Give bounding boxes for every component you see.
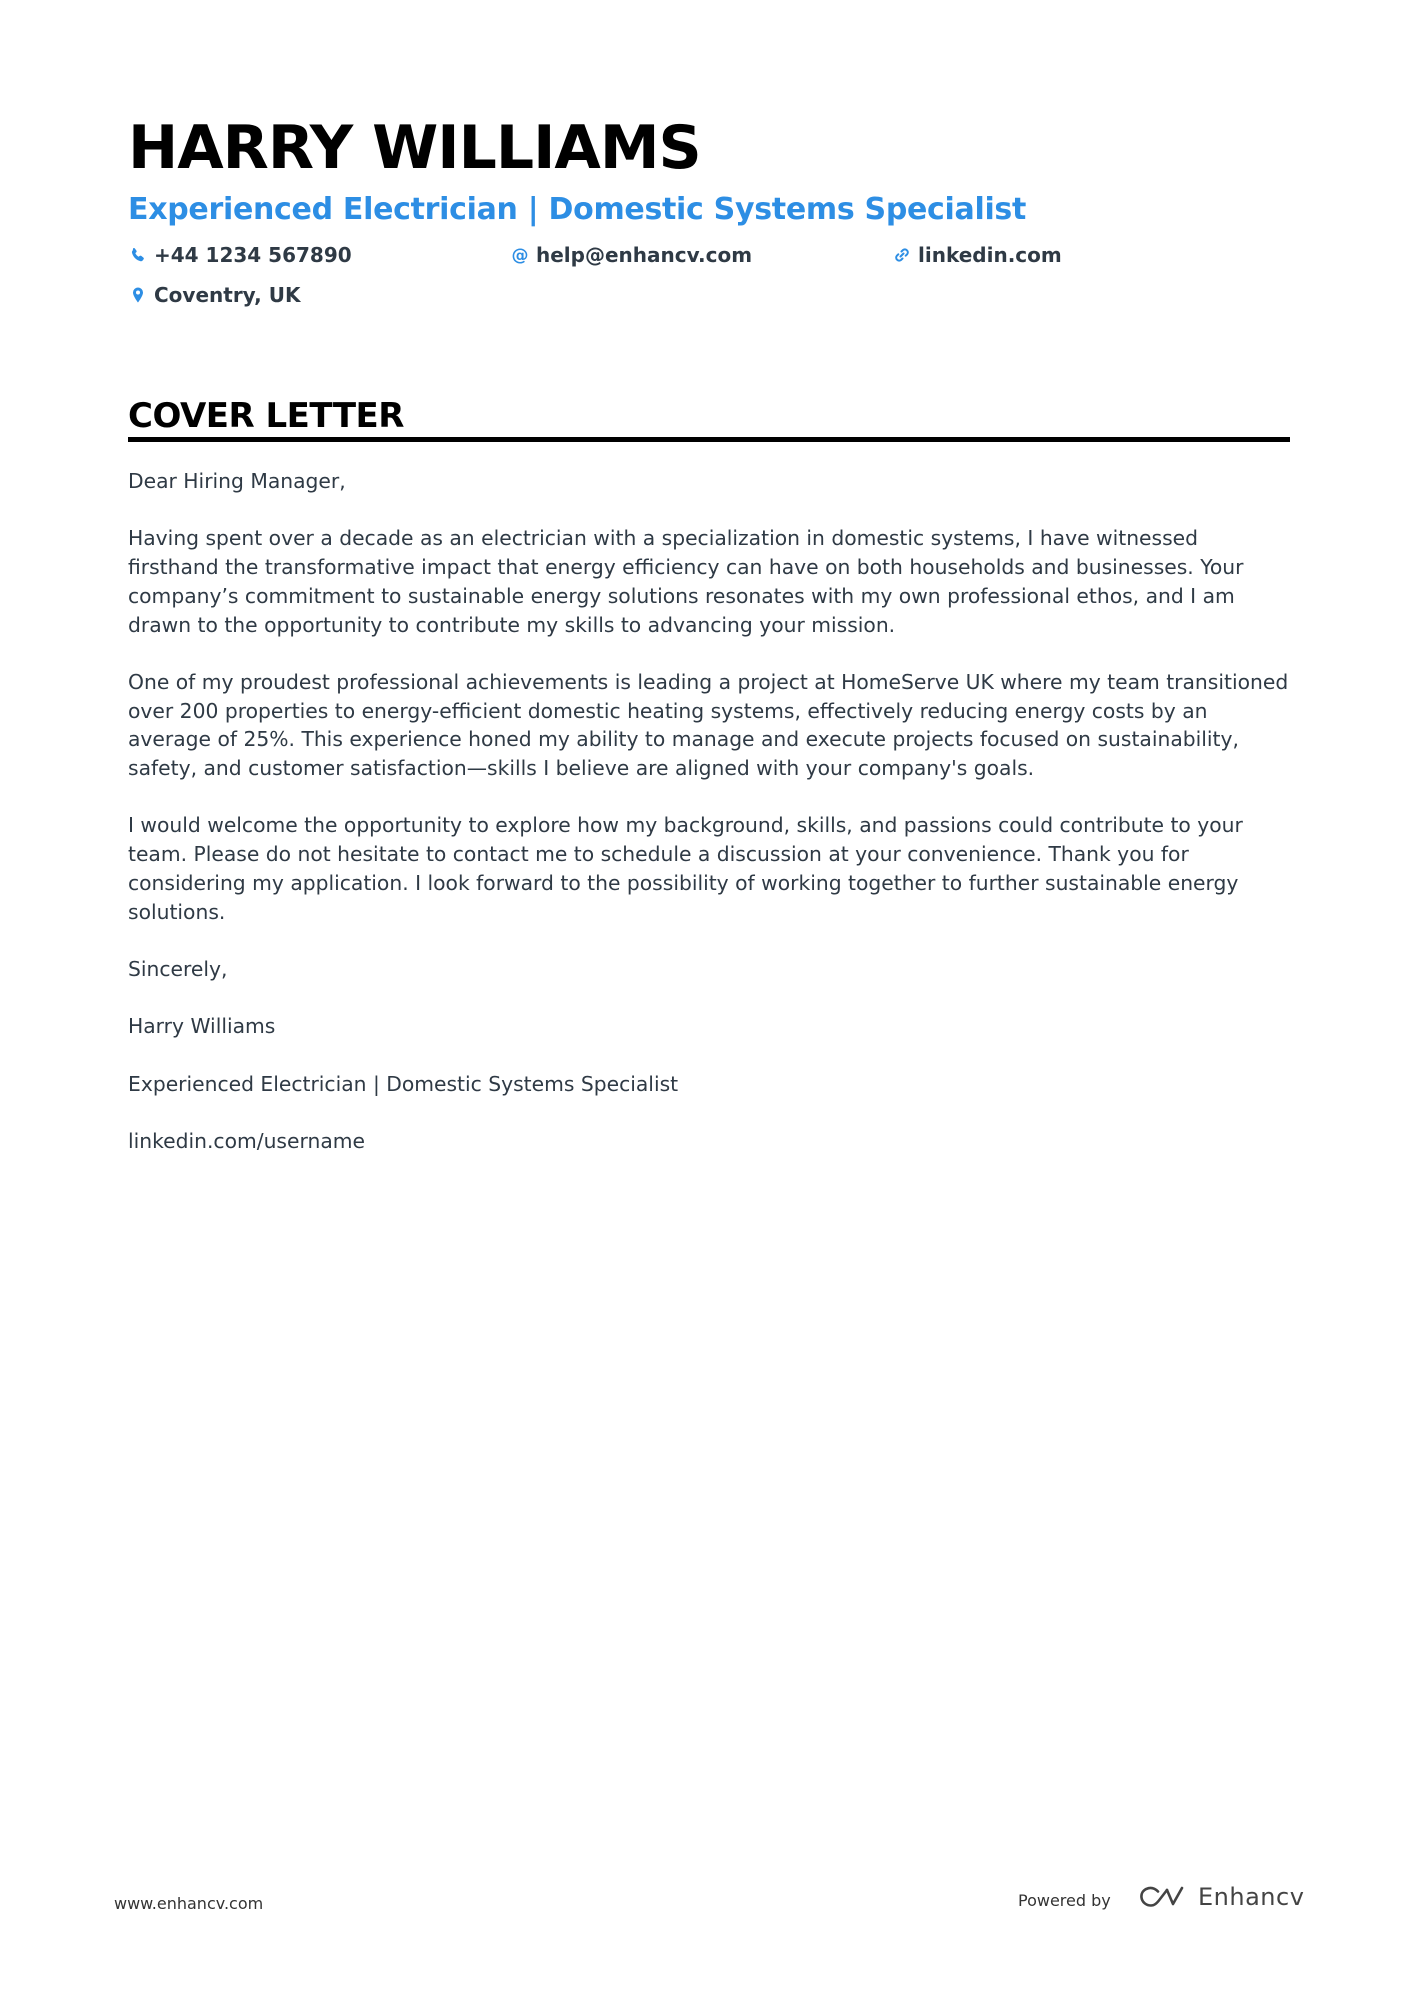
contact-phone [128, 241, 352, 269]
letter-paragraph: Having spent over a decade as an electrician with a specialization in domestic systems, I have witnessed firsthand the transformative impact that energy efficiency can have on both households and businesses. Your company’s commitment to sustainable energy solutions resonates with my own professional ethos, and I am drawn to the opportunity to contribute my skills to advancing your mission. [128, 526, 1244, 637]
section-divider [128, 437, 1290, 442]
signature-title: Experienced Electrician | Domestic Systems Specialist [128, 1071, 679, 1096]
svg-text:@: @ [511, 245, 529, 265]
powered-by-label: Powered by [1018, 1891, 1111, 1910]
link-text[interactable]: linkedin.com [918, 243, 1062, 267]
signature-link[interactable]: linkedin.com/username [128, 1129, 365, 1154]
email-text[interactable]: help@enhancv.com [536, 243, 753, 267]
at-icon [510, 245, 530, 265]
enhancv-logo-text: Enhancv [1198, 1883, 1305, 1911]
candidate-headline: Experienced Electrician | Domestic Systems Specialist [128, 192, 1027, 227]
phone-text: +44 1234 567890 [154, 243, 352, 267]
enhancv-logo-icon [1138, 1883, 1186, 1911]
phone-icon [128, 245, 148, 265]
letter-paragraph: One of my proudest professional achievements is leading a project at HomeServe UK where my team transitioned over 200 properties to energy-efficient domestic heating systems, effectively reducing energy costs by an average of 25%. This experience honed my ability to manage and execute projects focused on sustainability, safety, and customer satisfaction—skills I believe are aligned with your company's goals. [128, 669, 1289, 780]
letter-paragraph: I would welcome the opportunity to explore how my background, skills, and passions could contribute to your team. Please do not hesitate to contact me to schedule a discussion at your convenience. Thank you for considering my application. I look forward to the possibility of working together to further sustainable energy solutions. [128, 813, 1243, 924]
signature-name: Harry Williams [128, 1014, 276, 1039]
enhancv-logo[interactable] [1138, 1883, 1304, 1911]
location-pin-icon [128, 285, 148, 305]
contact-link [892, 241, 1062, 269]
contact-email [510, 241, 752, 269]
letter-greeting: Dear Hiring Manager, [128, 469, 346, 493]
letter-closing: Sincerely, [128, 956, 228, 981]
location-text: Coventry, UK [154, 283, 301, 307]
section-title: COVER LETTER [128, 396, 404, 436]
candidate-name: HARRY WILLIAMS [128, 113, 701, 183]
letter-body [128, 467, 1292, 1184]
link-icon [892, 245, 912, 265]
contact-location [128, 281, 300, 309]
footer-url[interactable]: www.enhancv.com [114, 1894, 264, 1913]
